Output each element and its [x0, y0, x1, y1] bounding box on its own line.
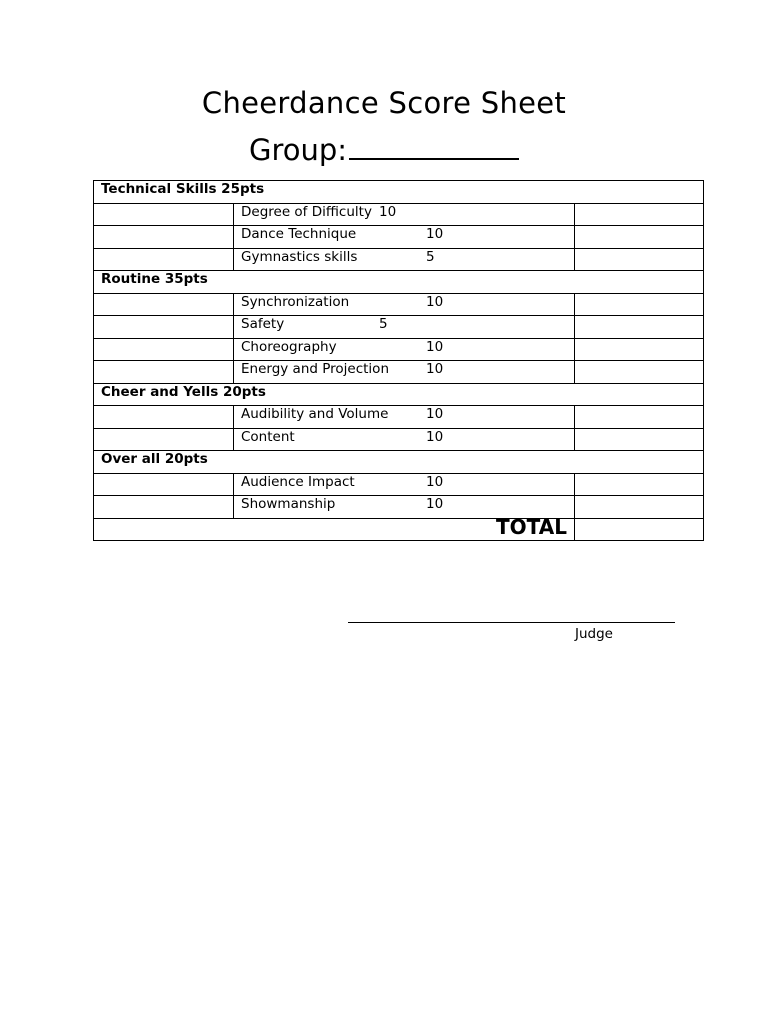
- judge-signature-line[interactable]: [348, 622, 675, 623]
- rank-cell[interactable]: [94, 226, 234, 249]
- score-cell[interactable]: [575, 248, 704, 271]
- score-cell[interactable]: [575, 406, 704, 429]
- score-cell[interactable]: [575, 428, 704, 451]
- criterion-row: [94, 496, 704, 519]
- criterion-cell: [234, 496, 575, 519]
- rank-cell[interactable]: [94, 316, 234, 339]
- criterion-name: Synchronization: [241, 293, 350, 310]
- criterion-row: [94, 406, 704, 429]
- section-row: [94, 181, 704, 204]
- criterion-name: Gymnastics skills: [241, 248, 358, 265]
- criterion-points: 10: [426, 428, 444, 445]
- criterion-name: Showmanship: [241, 496, 336, 512]
- criterion-name: Audience Impact: [241, 473, 355, 490]
- rank-cell[interactable]: [94, 248, 234, 271]
- criterion-cell: [234, 361, 575, 384]
- judge-label: Judge: [575, 626, 613, 642]
- criterion-row: [94, 316, 704, 339]
- criterion-row: [94, 226, 704, 249]
- rank-cell[interactable]: [94, 203, 234, 226]
- criterion-row: [94, 338, 704, 361]
- group-label: Group:: [248, 133, 348, 167]
- total-row: [94, 518, 704, 541]
- criterion-row: [94, 473, 704, 496]
- criterion-row: [94, 293, 704, 316]
- score-cell[interactable]: [575, 226, 704, 249]
- criterion-cell: [234, 226, 575, 249]
- criterion-cell: [234, 338, 575, 361]
- criterion-name: Content: [241, 428, 295, 445]
- page-title: Cheerdance Score Sheet: [201, 86, 567, 120]
- criterion-cell: [234, 428, 575, 451]
- rank-cell[interactable]: [94, 473, 234, 496]
- group-blank-line[interactable]: [349, 132, 519, 160]
- section-title: Cheer and Yells 20pts: [94, 383, 704, 406]
- criterion-points: 10: [426, 293, 444, 310]
- criterion-points: 10: [426, 361, 444, 377]
- score-cell[interactable]: [575, 293, 704, 316]
- criterion-points: 10: [426, 338, 444, 355]
- criterion-points: 5: [379, 316, 388, 332]
- total-score-cell[interactable]: [575, 518, 704, 541]
- score-cell[interactable]: [575, 338, 704, 361]
- criterion-cell: [234, 316, 575, 339]
- criterion-cell: [234, 473, 575, 496]
- rank-cell[interactable]: [94, 496, 234, 519]
- section-row: [94, 271, 704, 294]
- criterion-points: 10: [426, 496, 444, 512]
- section-title: Routine 35pts: [94, 271, 704, 294]
- criterion-cell: [234, 248, 575, 271]
- criterion-name: Audibility and Volume: [241, 406, 389, 422]
- total-label: TOTAL: [94, 518, 575, 541]
- score-cell[interactable]: [575, 361, 704, 384]
- criterion-points: 10: [379, 203, 397, 220]
- criterion-cell: [234, 203, 575, 226]
- group-field: [0, 132, 768, 167]
- score-cell[interactable]: [575, 496, 704, 519]
- rank-cell[interactable]: [94, 361, 234, 384]
- criterion-row: [94, 203, 704, 226]
- section-row: [94, 451, 704, 474]
- score-table: [93, 180, 704, 541]
- criterion-row: [94, 428, 704, 451]
- criterion-name: Choreography: [241, 338, 337, 355]
- criterion-name: Dance Technique: [241, 226, 357, 242]
- criterion-name: Energy and Projection: [241, 361, 389, 377]
- criterion-name: Degree of Difficulty: [241, 203, 372, 220]
- score-cell[interactable]: [575, 473, 704, 496]
- criterion-points: 10: [426, 406, 444, 422]
- criterion-cell: [234, 293, 575, 316]
- criterion-row: [94, 361, 704, 384]
- section-title: Over all 20pts: [94, 451, 704, 474]
- score-cell[interactable]: [575, 203, 704, 226]
- rank-cell[interactable]: [94, 293, 234, 316]
- section-row: [94, 383, 704, 406]
- score-cell[interactable]: [575, 316, 704, 339]
- criterion-points: 10: [426, 226, 444, 242]
- criterion-cell: [234, 406, 575, 429]
- criterion-row: [94, 248, 704, 271]
- criterion-points: 5: [426, 248, 435, 265]
- criterion-points: 10: [426, 473, 444, 490]
- rank-cell[interactable]: [94, 428, 234, 451]
- criterion-name: Safety: [241, 316, 285, 332]
- rank-cell[interactable]: [94, 406, 234, 429]
- section-title: Technical Skills 25pts: [94, 181, 704, 204]
- rank-cell[interactable]: [94, 338, 234, 361]
